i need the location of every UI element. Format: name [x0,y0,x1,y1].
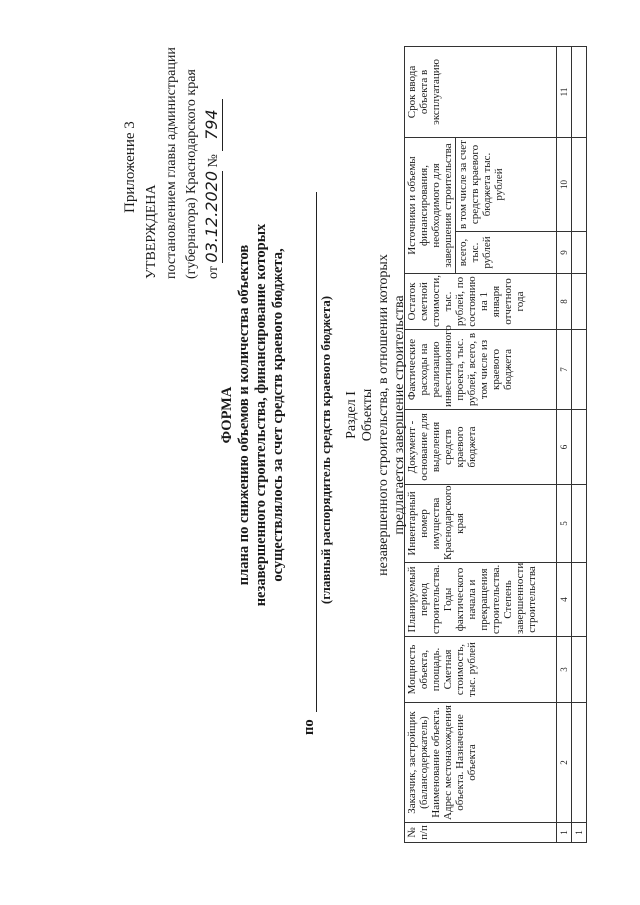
column-number: 5 [557,485,572,563]
approval-block [142,47,224,279]
column-number: 1 [557,823,572,843]
approval-line: постановлением главы администрации [164,47,179,279]
objects-table [404,46,587,843]
table-cell [572,703,587,823]
form-title [219,155,287,675]
header-cell-inventory: Инвентарный номер имущества Краснодарского края [405,485,557,563]
column-number: 11 [557,46,572,137]
column-number: 3 [557,637,572,703]
header-cell-commissioning: Срок ввода объекта в эксплуатацию [405,46,557,137]
column-number-row [557,46,572,842]
column-number: 9 [557,232,572,274]
header-cell-capacity: Мощность объекта, площадь. Сметная стоимость, тыс. рублей [405,637,557,703]
column-number: 10 [557,137,572,231]
table-cell [572,137,587,231]
table-cell [572,232,587,274]
table-cell [572,410,587,485]
header-cell-remaining-cost: Остаток сметной стоимости, тыс. рублей, по состоянию на 1 января отчетного года [405,274,557,330]
header-cell-financing-regional: в том числе за счет средств краевого бюджета тыс. рублей [456,137,557,231]
form-title-word: ФОРМА [219,386,235,444]
section-heading [344,155,408,675]
approval-line: (губернатора) Краснодарского края [184,69,199,279]
number-sign: № [206,154,221,168]
form-title-line: осуществлялось за счет средств краевого бюджета, [270,248,286,582]
table-cell [572,563,587,637]
table-header-row [405,46,456,842]
header-cell-number: № п/п [405,823,557,843]
section-number: Раздел I [344,391,359,439]
header-cell-period: Планируемый период строительства. Годы фактического начала и прекращения строительства. Степень завершенности строительства [405,563,557,637]
distributor-caption: (главный распорядитель средств краевого бюджета) [318,295,333,605]
section-title: Объекты [360,388,375,442]
column-number: 8 [557,274,572,330]
table-cell [572,485,587,563]
column-number: 7 [557,330,572,410]
header-cell-expenses: Фактические расходы на реализацию инвестиционного проекта, тыс. рублей, всего, в том числе из краевого бюджета [405,330,557,410]
row-number: 1 [572,823,587,843]
column-number: 2 [557,703,572,823]
form-title-line: незавершенного строительства, финансирование которых [253,223,269,607]
table-cell [572,46,587,137]
table-row [572,46,587,842]
table-cell [572,637,587,703]
section-subtitle: предлагается завершение строительства [392,295,407,535]
header-cell-customer: Заказчик, застройщик (балансодержатель) Наименование объекта. Адрес местонахождения объекта. Назначение объекта [405,703,557,823]
column-number: 6 [557,410,572,485]
po-label: по [301,719,317,735]
header-cell-financing-sources: Источники и объемы финансирования, необходимого для завершения строительства [405,137,456,273]
table-cell [572,330,587,410]
header-cell-document: Документ - основание для выделения средств краевого бюджета [405,410,557,485]
approval-heading: УТВЕРЖДЕНА [144,184,159,279]
handwritten-date: 03.12.2020 [202,170,221,263]
header-cell-financing-total: всего, тыс. рублей [456,232,557,274]
handwritten-number: 794 [202,99,223,151]
appendix-label: Приложение 3 [122,121,138,213]
distributor-underline [316,192,317,712]
table-cell [572,274,587,330]
date-prefix: от [206,266,221,279]
section-subtitle: незавершенного строительства, в отношении которых [376,254,391,576]
form-title-line: плана по снижению объемов и количества объектов [236,244,252,586]
column-number: 4 [557,563,572,637]
